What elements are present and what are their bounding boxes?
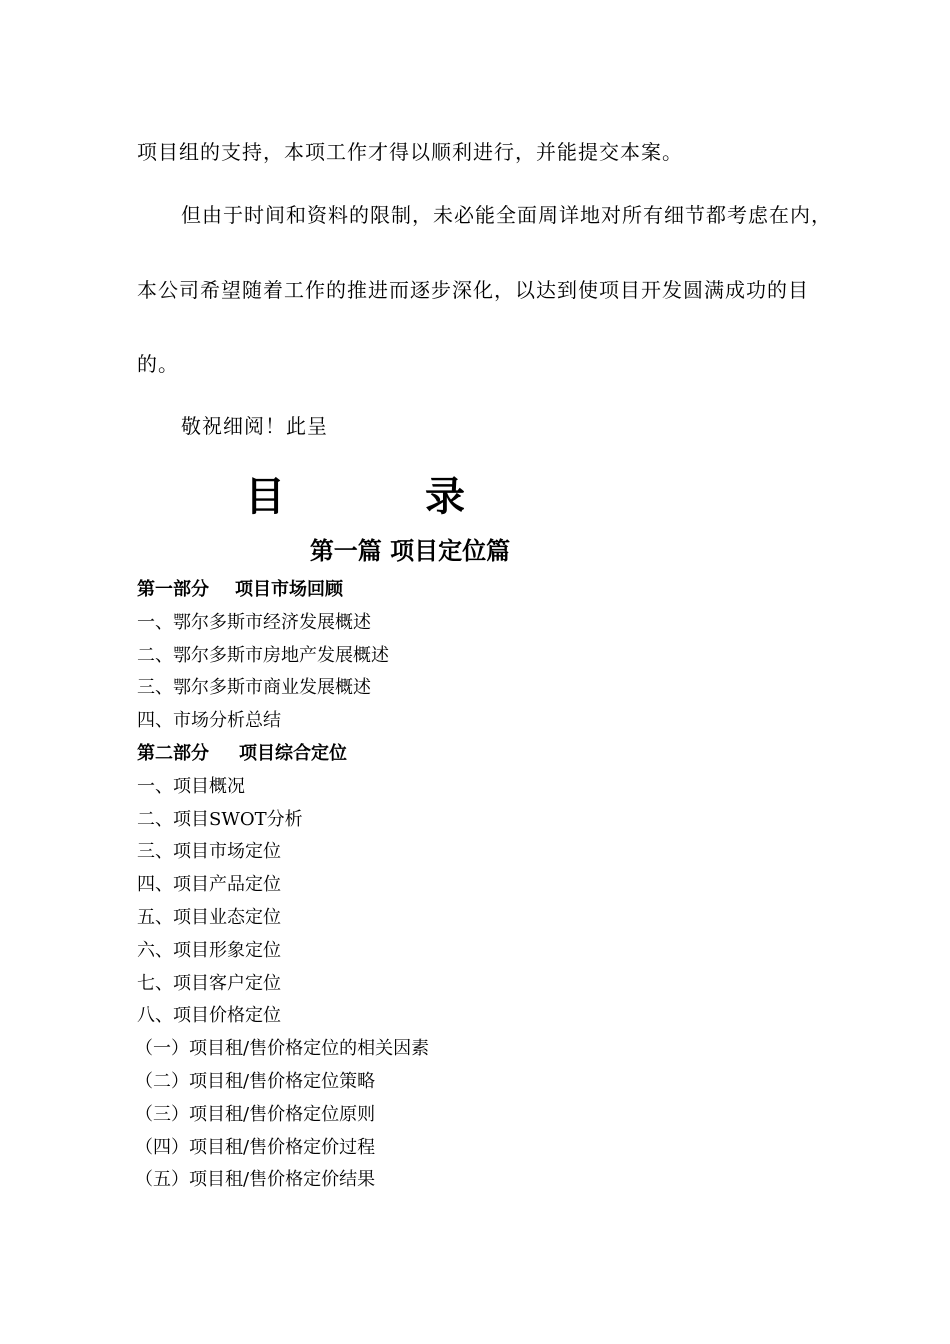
toc-item: 四、项目产品定位 — [137, 874, 281, 896]
toc-item: 二、项目SWOT分析 — [137, 808, 303, 830]
toc-section-heading — [137, 738, 837, 771]
toc-section-text: 项目市场回顾 — [235, 579, 343, 600]
table-of-contents — [137, 574, 837, 1197]
toc-subitem: （一）项目租/售价格定位的相关因素 — [135, 1038, 430, 1060]
toc-subitem: （二）项目租/售价格定位策略 — [135, 1070, 376, 1092]
toc-section-label: 第一部分 — [137, 579, 209, 600]
intro-line-4: 的。 — [137, 352, 179, 376]
part-title: 第一篇 项目定位篇 — [309, 537, 511, 565]
toc-title-left: 目 — [245, 474, 285, 520]
intro-line-2: 但由于时间和资料的限制，未必能全面周详地对所有细节都考虑在内， — [181, 203, 832, 227]
toc-section-heading — [137, 574, 837, 607]
toc-title-right: 录 — [425, 474, 465, 520]
intro-line-1: 项目组的支持，本项工作才得以顺利进行，并能提交本案。 — [137, 140, 683, 164]
toc-item: 二、鄂尔多斯市房地产发展概述 — [137, 644, 389, 666]
toc-item: 三、鄂尔多斯市商业发展概述 — [137, 677, 371, 699]
intro-line-3: 本公司希望随着工作的推进而逐步深化，以达到使项目开发圆满成功的目 — [137, 278, 809, 302]
toc-item: 一、项目概况 — [137, 775, 245, 797]
toc-section-label: 第二部分 — [137, 742, 209, 764]
toc-item: 七、项目客户定位 — [137, 972, 281, 994]
toc-subitem: （三）项目租/售价格定位原则 — [135, 1103, 376, 1125]
toc-item: 三、项目市场定位 — [137, 841, 281, 863]
toc-item: 一、鄂尔多斯市经济发展概述 — [137, 611, 371, 633]
toc-item: 四、市场分析总结 — [137, 710, 281, 732]
toc-section-text: 项目综合定位 — [239, 742, 347, 764]
toc-subitem: （五）项目租/售价格定价结果 — [135, 1169, 376, 1191]
toc-item: 八、项目价格定位 — [137, 1005, 281, 1027]
toc-subitem: （四）项目租/售价格定价过程 — [135, 1136, 376, 1158]
toc-item: 六、项目形象定位 — [137, 939, 281, 961]
toc-item: 五、项目业态定位 — [137, 906, 281, 928]
closing-line: 敬祝细阅！此呈 — [181, 414, 328, 438]
